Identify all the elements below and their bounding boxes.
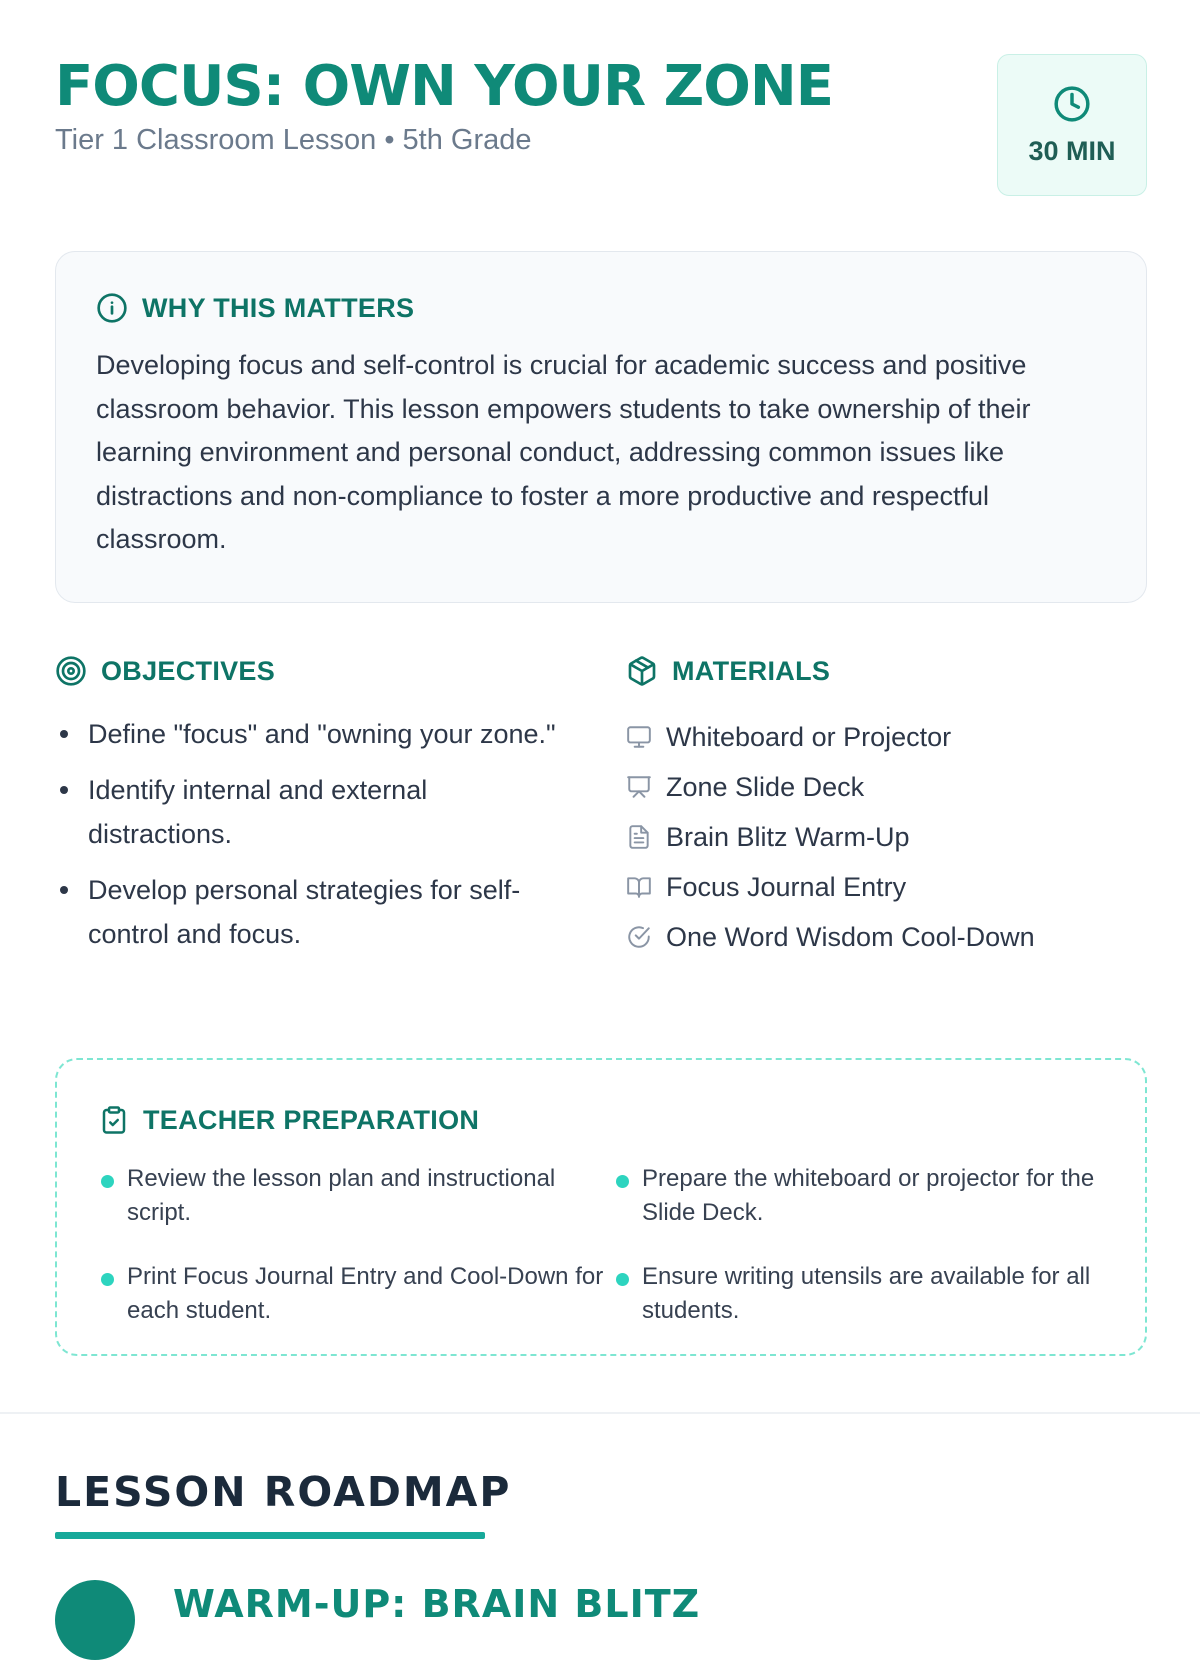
monitor-icon <box>626 724 652 750</box>
duration-label: 30 MIN <box>1028 136 1116 166</box>
why-this-matters-card <box>55 251 1147 603</box>
why-heading <box>96 292 1106 324</box>
why-heading-label: WHY THIS MATTERS <box>142 292 415 323</box>
objectives-heading-label: OBJECTIVES <box>101 655 276 686</box>
duration-badge <box>997 54 1147 196</box>
materials-heading <box>626 655 1146 687</box>
materials-section <box>626 655 1146 962</box>
clock-icon <box>1053 85 1091 123</box>
list-item: Define "focus" and "owning your zone." <box>55 712 575 756</box>
section-divider <box>0 1412 1200 1414</box>
roadmap-heading: LESSON ROADMAP <box>55 1468 512 1516</box>
step-marker <box>55 1580 135 1660</box>
list-item: Zone Slide Deck <box>626 762 1146 812</box>
clipboard-check-icon <box>99 1104 129 1136</box>
step-title: WARM-UP: BRAIN BLITZ <box>173 1582 701 1626</box>
objectives-heading <box>55 655 575 687</box>
list-item: Prepare the whiteboard or projector for the Slide Deck. <box>614 1162 1114 1230</box>
document-icon <box>626 824 652 850</box>
teacher-preparation-card <box>55 1058 1147 1356</box>
objectives-section <box>55 655 575 968</box>
presentation-icon <box>626 774 652 800</box>
box-icon <box>626 655 658 687</box>
list-item: Identify internal and external distractions. <box>55 768 575 856</box>
lesson-header <box>55 52 1147 202</box>
why-text: Developing focus and self-control is crucial for academic success and positive classroom behavior. This lesson empowers students to take ownership of their learning environment and personal conduct, addressing common issues like distractions and non-compliance to foster a more productive and respectful classroom. <box>96 350 1031 554</box>
list-item: Brain Blitz Warm-Up <box>626 812 1146 862</box>
preparation-heading <box>99 1104 1105 1136</box>
preparation-heading-label: TEACHER PREPARATION <box>143 1104 480 1135</box>
info-icon <box>96 292 128 324</box>
preparation-list <box>99 1162 1105 1328</box>
target-icon <box>55 655 87 687</box>
page-title: FOCUS: OWN YOUR ZONE <box>55 54 833 119</box>
list-item: Develop personal strategies for self-control and focus. <box>55 868 575 956</box>
list-item: Review the lesson plan and instructional script. <box>99 1162 614 1230</box>
list-item: Print Focus Journal Entry and Cool-Down for each student. <box>99 1260 614 1328</box>
objectives-list <box>55 712 575 956</box>
check-circle-icon <box>626 924 652 950</box>
page-subtitle: Tier 1 Classroom Lesson • 5th Grade <box>55 124 532 156</box>
materials-heading-label: MATERIALS <box>672 655 831 686</box>
list-item: Whiteboard or Projector <box>626 712 1146 762</box>
roadmap-underline <box>55 1532 485 1539</box>
materials-list <box>626 712 1146 962</box>
list-item: Ensure writing utensils are available for all students. <box>614 1260 1114 1328</box>
list-item: One Word Wisdom Cool-Down <box>626 912 1146 962</box>
list-item: Focus Journal Entry <box>626 862 1146 912</box>
book-icon <box>626 874 652 900</box>
